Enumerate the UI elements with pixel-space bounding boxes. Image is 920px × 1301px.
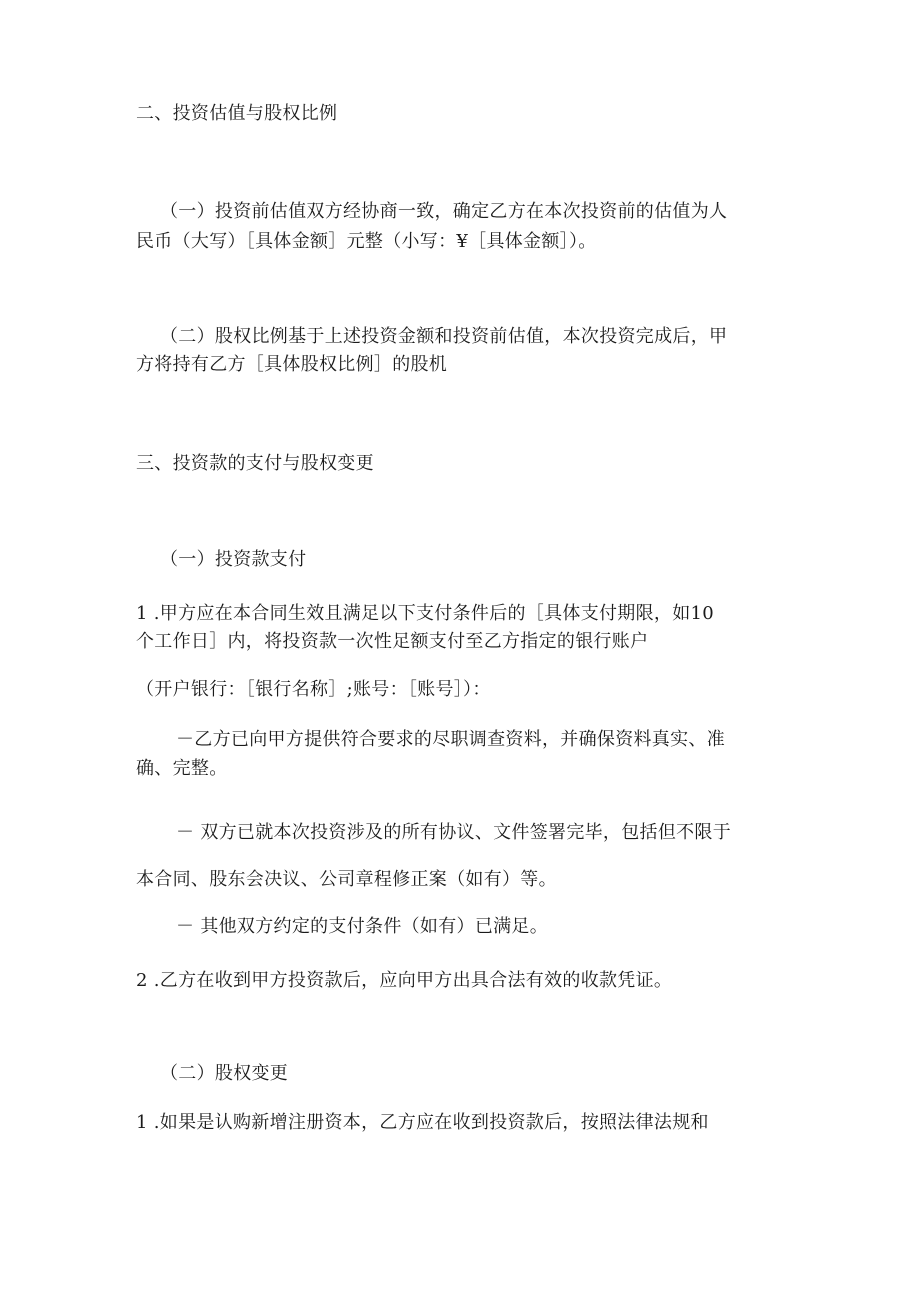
paragraph-line: （一）投资前估值双方经协商一致，确定乙方在本次投资前的估值为人 <box>160 201 728 222</box>
paragraph-line: （二）股权比例基于上述投资金额和投资前估值，本次投资完成后，甲 <box>160 326 728 347</box>
subsection-heading: （一）投资款支付 <box>160 549 307 570</box>
section-heading: 三、投资款的支付与股权变更 <box>136 453 374 474</box>
list-item: － 其他双方约定的支付条件（如有）已满足。 <box>176 916 549 937</box>
list-item: －乙方已向甲方提供符合要求的尽职调查资料，并确保资料真实、准 <box>176 729 725 750</box>
paragraph-line: 1 .如果是认购新增注册资本，乙方应在收到投资款后，按照法律法规和 <box>136 1112 709 1133</box>
paragraph-line: 2 .乙方在收到甲方投资款后，应向甲方出具合法有效的收款凭证。 <box>136 970 673 991</box>
list-item-continuation: 确、完整。 <box>136 758 228 779</box>
subsection-heading: （二）股权变更 <box>160 1063 289 1084</box>
paragraph-line: 个工作日］内，将投资款一次性足额支付至乙方指定的银行账户 <box>136 631 649 652</box>
list-item: － 双方已就本次投资涉及的所有协议、文件签署完毕，包括但不限于 <box>176 822 732 843</box>
paragraph-line: 1 .甲方应在本合同生效且满足以下支付条件后的［具体支付期限，如10 <box>136 603 714 624</box>
paragraph-line: 方将持有乙方［具体股权比例］的股机 <box>136 354 448 375</box>
section-heading: 二、投资估值与股权比例 <box>136 103 338 124</box>
paragraph-line: （开户银行：［银行名称］;账号：［账号］）： <box>136 679 491 700</box>
list-item-continuation: 本合同、股东会决议、公司章程修正案（如有）等。 <box>136 869 557 890</box>
paragraph-line: 民币（大写）［具体金额］元整（小写：¥［具体金额］）。 <box>136 231 597 252</box>
